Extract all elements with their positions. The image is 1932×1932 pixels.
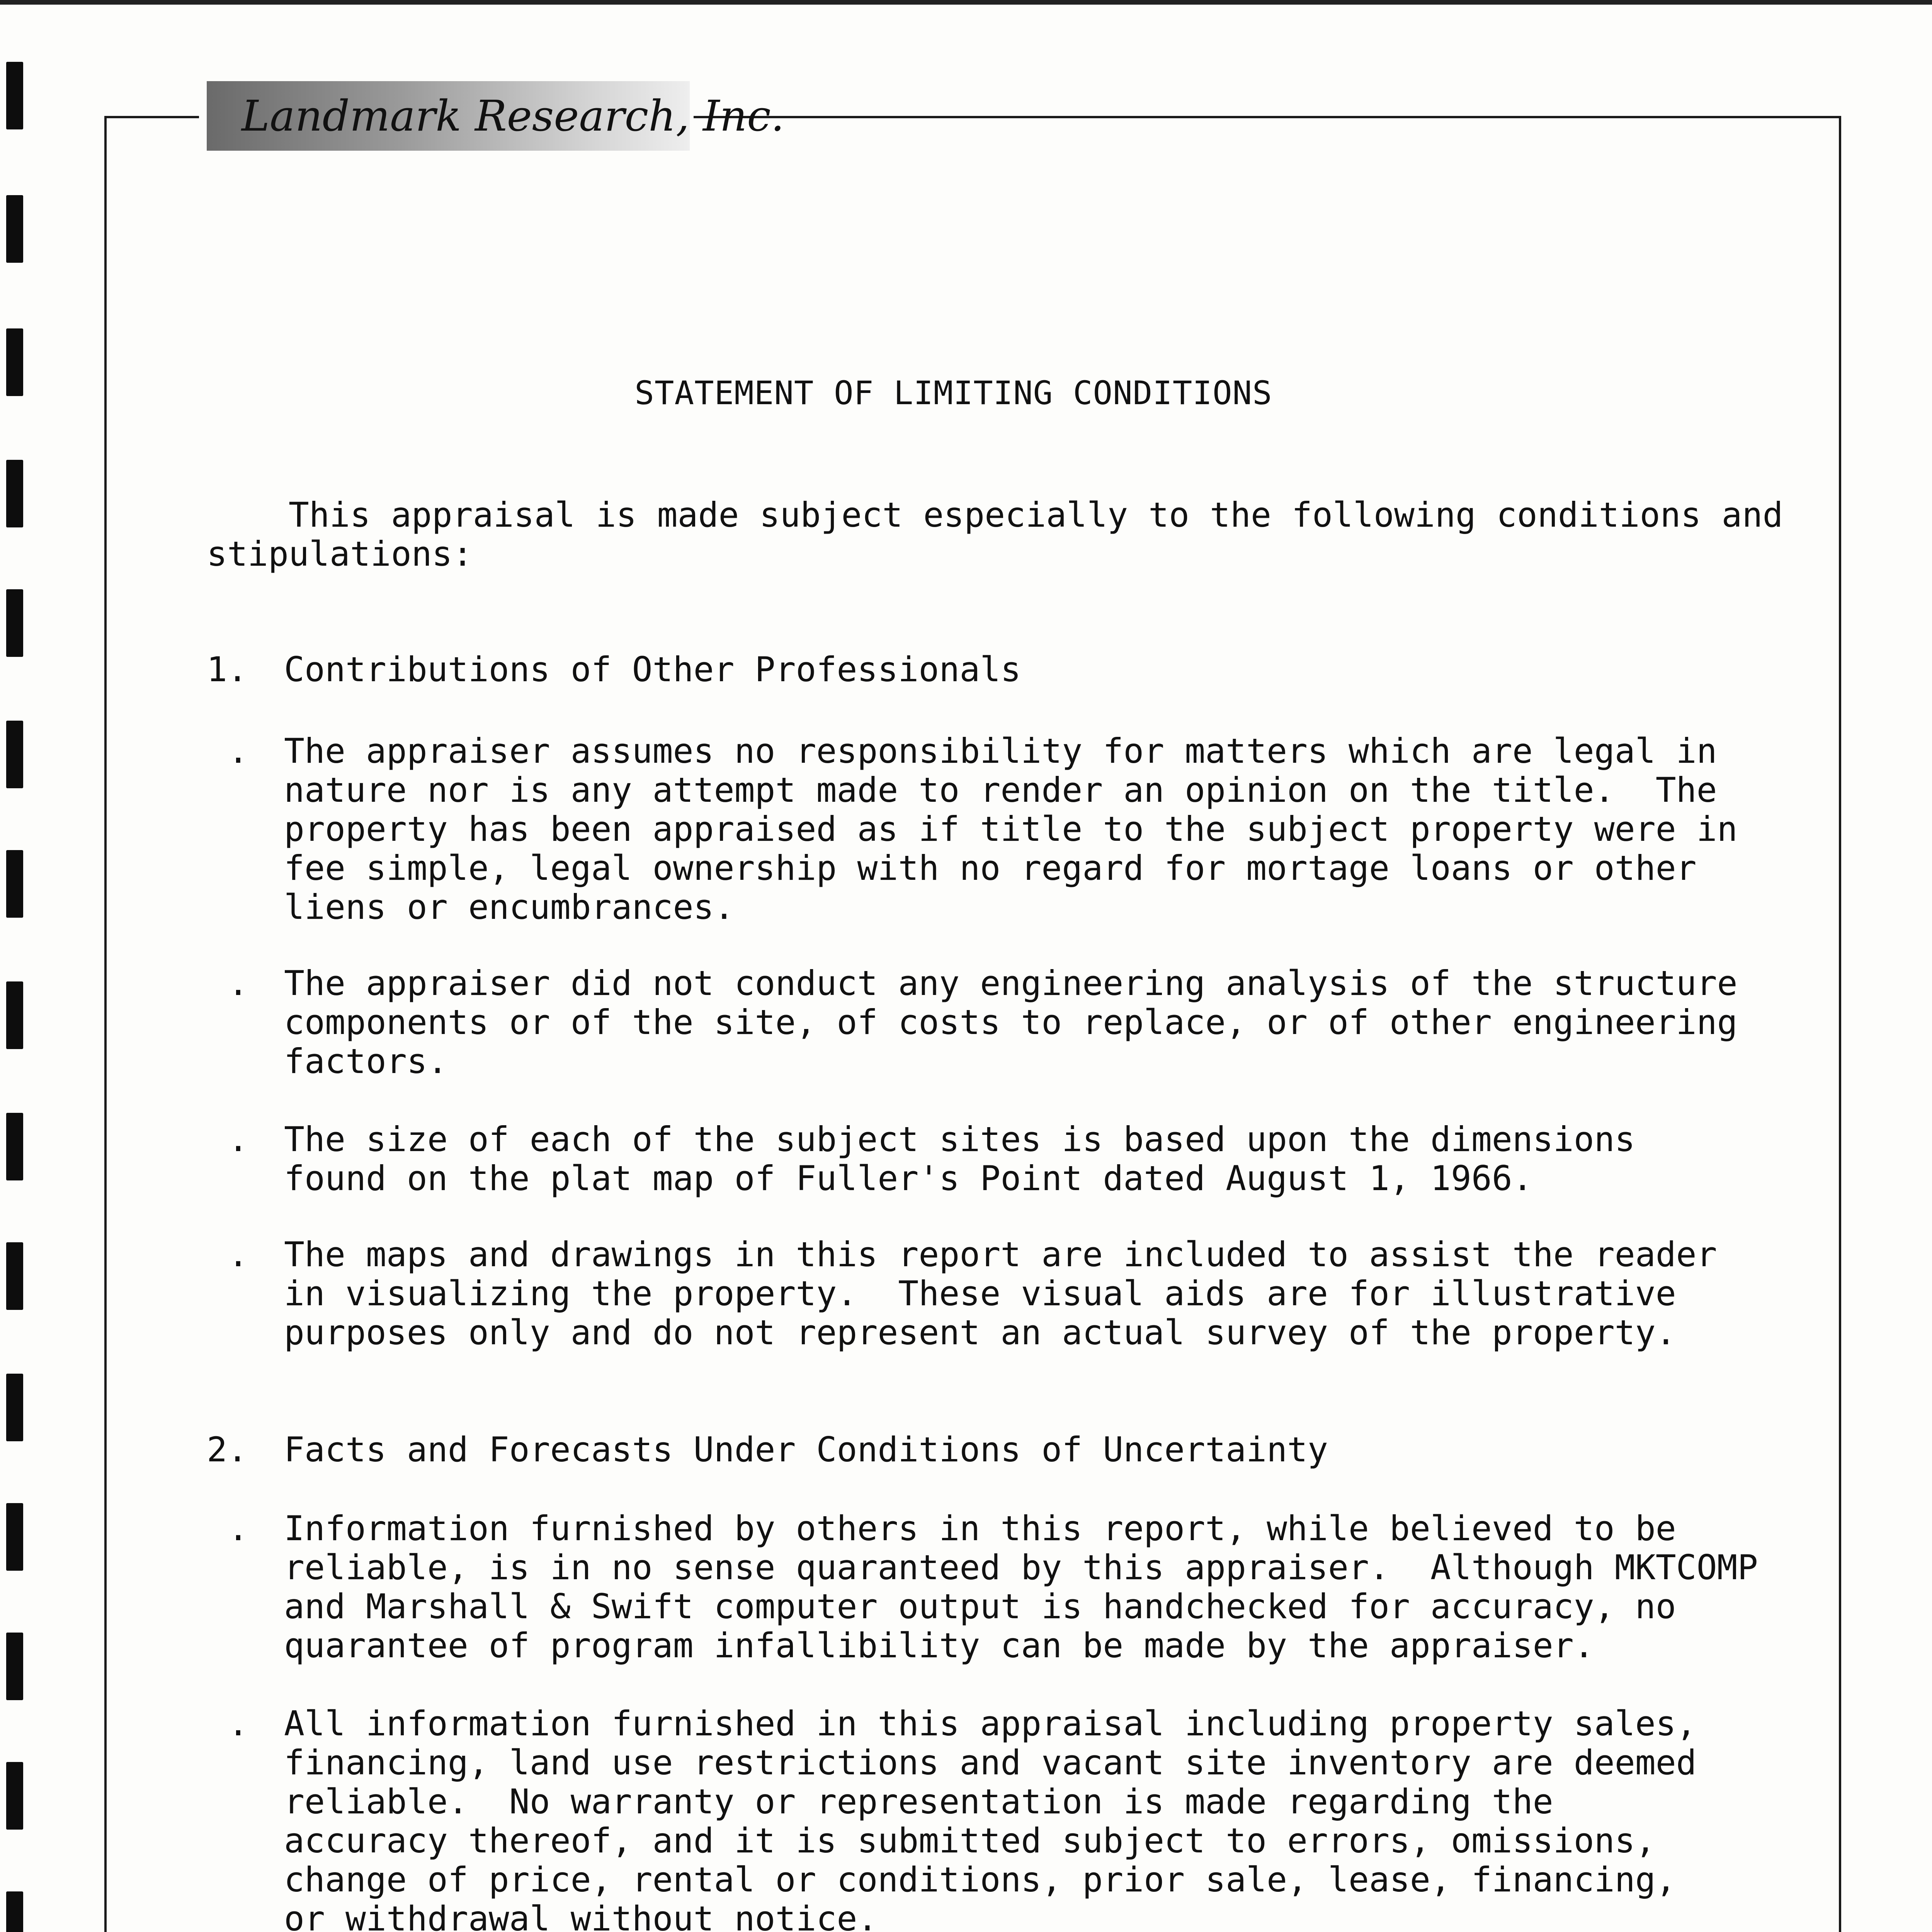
section-heading: Facts and Forecasts Under Conditions of Uncertainty bbox=[284, 1430, 1328, 1469]
text-line: and Marshall & Swift computer output is handchecked for accuracy, no bbox=[284, 1587, 1676, 1626]
binding-mark bbox=[6, 1762, 23, 1830]
binding-mark bbox=[6, 1113, 23, 1180]
binding-mark bbox=[6, 1503, 23, 1571]
frame-top-left bbox=[104, 116, 199, 118]
section-heading: Contributions of Other Professionals bbox=[284, 650, 1021, 689]
text-line: The appraiser did not conduct any engineering analysis of the structure bbox=[284, 963, 1738, 1003]
text-line: factors. bbox=[284, 1041, 448, 1081]
text-line: The appraiser assumes no responsibility for matters which are legal in bbox=[284, 731, 1717, 771]
text-line: change of price, rental or conditions, prior sale, lease, financing, bbox=[284, 1860, 1676, 1900]
text-line: in visualizing the property. These visual aids are for illustrative bbox=[284, 1274, 1676, 1313]
bullet-marker: . bbox=[228, 963, 248, 1003]
text-line: quarantee of program infallibility can be made by the appraiser. bbox=[284, 1626, 1594, 1665]
bullet-paragraph bbox=[284, 1120, 1635, 1198]
text-line: components or of the site, of costs to replace, or of other engineering bbox=[284, 1002, 1738, 1042]
text-line: liens or encumbrances. bbox=[284, 887, 735, 927]
text-line: fee simple, legal ownership with no regard for mortage loans or other bbox=[284, 848, 1697, 888]
binding-mark bbox=[6, 981, 23, 1049]
binding-mark bbox=[6, 721, 23, 788]
text-line: stipulations: bbox=[207, 534, 473, 574]
intro-paragraph bbox=[207, 495, 1783, 573]
bullet-marker: . bbox=[228, 1119, 248, 1159]
bullet-paragraph bbox=[284, 964, 1738, 1081]
binding-mark bbox=[6, 1242, 23, 1310]
bullet-marker: . bbox=[228, 1509, 248, 1548]
binding-mark bbox=[6, 62, 23, 129]
binding-mark bbox=[6, 195, 23, 263]
binding-mark bbox=[6, 850, 23, 918]
bullet-paragraph bbox=[284, 1235, 1717, 1352]
section-number: 2. bbox=[207, 1430, 248, 1469]
company-logo-text: Landmark Research, Inc. bbox=[242, 91, 784, 141]
binding-mark bbox=[6, 460, 23, 527]
bullet-paragraph bbox=[284, 1509, 1758, 1665]
bullet-paragraph bbox=[284, 731, 1738, 927]
binding-mark bbox=[6, 1374, 23, 1441]
text-line: financing, land use restrictions and vacant site inventory are deemed bbox=[284, 1743, 1697, 1782]
text-line: Information furnished by others in this report, while believed to be bbox=[284, 1509, 1676, 1548]
text-line: This appraisal is made subject especially to the following conditions and bbox=[207, 495, 1783, 535]
bullet-marker: . bbox=[228, 1704, 248, 1743]
binding-mark bbox=[6, 1891, 23, 1932]
bullet-marker: . bbox=[228, 731, 248, 771]
text-line: purposes only and do not represent an actual survey of the property. bbox=[284, 1313, 1676, 1352]
text-line: reliable. No warranty or representation is made regarding the bbox=[284, 1782, 1553, 1821]
binding-mark bbox=[6, 1633, 23, 1700]
binding-mark bbox=[6, 589, 23, 657]
text-line: The maps and drawings in this report are included to assist the reader bbox=[284, 1235, 1717, 1274]
section-number: 1. bbox=[207, 650, 248, 689]
text-line: accuracy thereof, and it is submitted subject to errors, omissions, bbox=[284, 1821, 1656, 1861]
text-line: All information furnished in this appraisal including property sales, bbox=[284, 1704, 1697, 1743]
text-line: The size of each of the subject sites is based upon the dimensions bbox=[284, 1119, 1635, 1159]
text-line: nature nor is any attempt made to render an opinion on the title. The bbox=[284, 770, 1717, 810]
frame-top-right bbox=[694, 116, 1841, 118]
company-logo bbox=[207, 81, 784, 151]
text-line: found on the plat map of Fuller's Point dated August 1, 1966. bbox=[284, 1158, 1533, 1198]
text-line: property has been appraised as if title to the subject property were in bbox=[284, 809, 1738, 849]
top-edge-rule bbox=[0, 0, 1932, 5]
text-line: or withdrawal without notice. bbox=[284, 1899, 878, 1932]
bullet-paragraph bbox=[284, 1704, 1697, 1932]
text-line: reliable, is in no sense quaranteed by this appraiser. Although MKTCOMP bbox=[284, 1548, 1758, 1587]
bullet-marker: . bbox=[228, 1235, 248, 1274]
document-title: STATEMENT OF LIMITING CONDITIONS bbox=[634, 374, 1272, 412]
